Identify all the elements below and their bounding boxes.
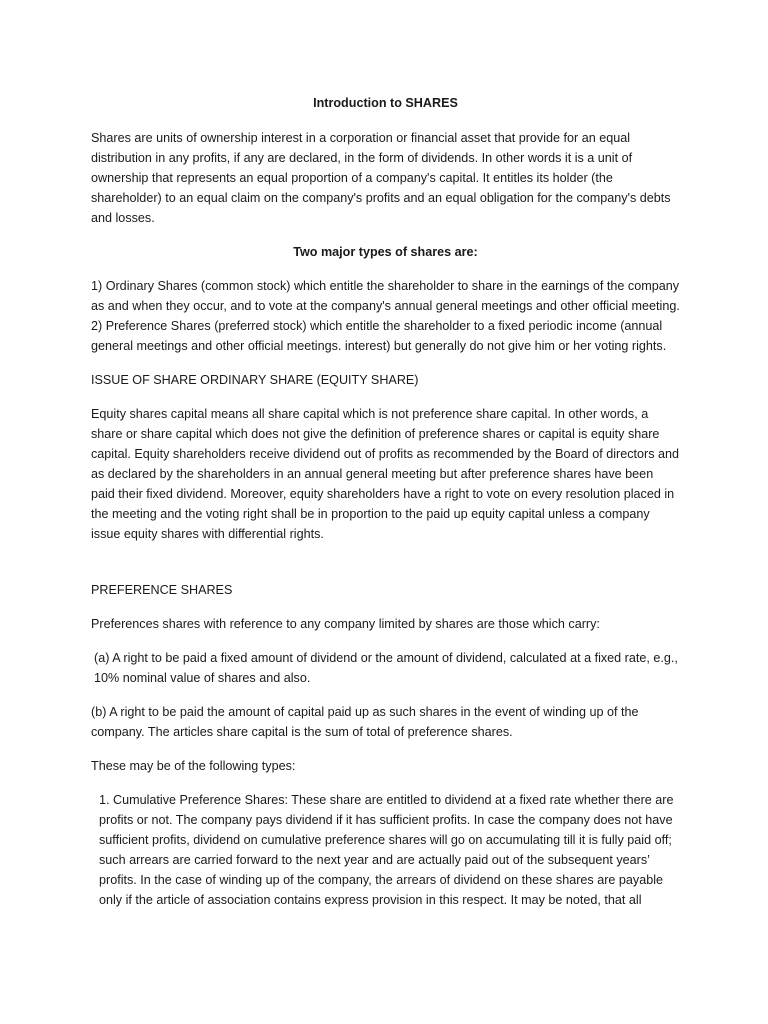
right-a-paragraph: (a) A right to be paid a fixed amount of dividend or the amount of dividend, calculated at a fixed rate, e.g., 10% nominal value of shares and also.	[94, 651, 678, 685]
equity-paragraph: Equity shares capital means all share capital which is not preference share capital. In other words, a share or share capital which does not give the definition of preference shares or capital is equity share capital. Equity shareholders receive dividend out of profits as recommended by the Board of directors and as declared by the shareholders in an annual general meeting but after preference shares have been paid their fixed dividend. Moreover, equity shareholders have a right to vote on every resolution placed in the meeting and the voting right shall be in proportion to the paid up equity capital unless a company issue equity shares with differential rights.	[91, 407, 680, 541]
types-paragraph: 1) Ordinary Shares (common stock) which entitle the shareholder to share in the earnings of the company as and when they occur, and to vote at the company's annual general meetings and other official meeting. 2) Preference Shares (preferred stock) which entitle the shareholder to a fixed periodic income (annual general meetings and other official meetings. interest) but generally do not give him or her voting rights.	[91, 279, 680, 353]
preference-heading: PREFERENCE SHARES	[91, 583, 233, 597]
cumulative-item: 1. Cumulative Preference Shares: These share are entitled to dividend at a fixed rate whether there are profits or not. The company pays dividend if it has sufficient profits. In case the company does not have sufficient profits, dividend on cumulative preference shares will go on accumulating till it is fully paid off; such arrears are carried forward to the next year and are actually paid out of the subsequent years’ profits. In the case of winding up of the company, the arrears of dividend on these shares are payable only if the article of association contains express provision in this respect. It may be noted, that all	[99, 793, 674, 907]
intro-paragraph: Shares are units of ownership interest in a corporation or financial asset that provide for an equal distribution in any profits, if any are declared, in the form of dividends. In other words it is a unit of ownership that represents an equal proportion of a company's capital. It entitles its holder (the shareholder) to an equal claim on the company's profits and an equal obligation for the company's debts and losses.	[91, 131, 671, 225]
issue-heading: ISSUE OF SHARE ORDINARY SHARE (EQUITY SHARE)	[91, 373, 419, 387]
types-heading: Two major types of shares are:	[293, 245, 478, 259]
types-intro: These may be of the following types:	[91, 759, 296, 773]
right-b-paragraph: (b) A right to be paid the amount of capital paid up as such shares in the event of winding up of the company. The articles share capital is the sum of total of preference shares.	[91, 705, 639, 739]
document-title: Introduction to SHARES	[313, 96, 458, 110]
preference-intro: Preferences shares with reference to any company limited by shares are those which carry:	[91, 617, 600, 631]
